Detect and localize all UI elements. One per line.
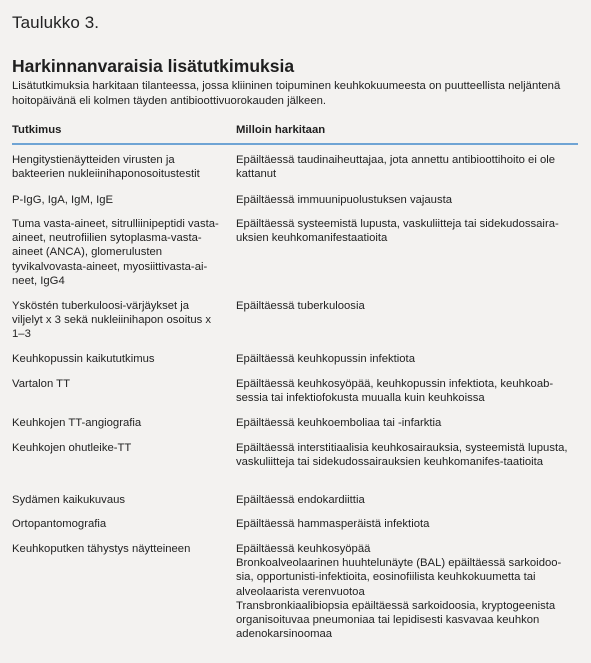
cell-when [236,352,576,366]
column-header-test: Tutkimus [12,124,62,136]
cell-test: P-IgG, IgA, IgM, IgE [12,194,114,206]
cell-when-line: Epäiltäessä taudinaiheuttajaa, jota annettu antibioottihoito ei ole kattanut [236,154,556,181]
cell-when [236,217,576,245]
column-header-when: Milloin harkitaan [236,124,326,136]
cell-when-line: Bronkoalveolaarinen huuhtelunäyte (BAL) epäiltäessä sarkoidoo-sia, opportunisti-infektioita, eosinofiilista keuhkokuumetta tai alveolaarista verenvuotoa [236,557,562,598]
table-caption: Lisätutkimuksia harkitaan tilanteessa, jossa kliininen toipuminen keuhkokuumeesta on puutteellista neljäntenä hoitopäivänä eli kolmen täyden antibioottivuorokauden jälkeen. [12,80,561,107]
cell-test: Ysköstén tuberkuloosi-värjäykset ja viljelyt x 3 sekä nukleiinihapon osoitus x 1–3 [12,300,212,341]
cell-when-line: Epäiltäessä systeemistä lupusta, vaskuliitteja tai sidekudossaira-uksien keuhkomanifestaatioita [236,218,559,245]
cell-when [236,441,576,469]
cell-test: Hengitystienäytteiden virusten ja bakteerien nukleiinihaponosoitustestit [12,154,200,181]
cell-test: Keuhkojen TT-angiografia [12,417,142,429]
cell-test: Vartalon TT [12,378,70,390]
cell-when-line: Epäiltäessä interstitiaalisia keuhkosairauksia, systeemistä lupusta, vaskuliitteja tai sidekudossairauksien keuhkomanifes-taatioita [236,442,568,469]
cell-test: Ortopantomografia [12,518,107,530]
cell-when [236,416,576,430]
cell-when [236,542,576,641]
cell-test: Sydämen kaikukuvaus [12,494,126,506]
cell-when-line: Epäiltäessä hammasperäistä infektiota [236,518,430,530]
cell-test: Keuhkoputken tähystys näytteineen [12,543,191,555]
cell-when-line: Epäiltäessä keuhkopussin infektiota [236,353,415,365]
cell-when-line: Epäiltäessä immuunipuolustuksen vajausta [236,194,453,206]
cell-when-line: Epäiltäessä endokardiittia [236,494,365,506]
table-header [12,124,578,144]
cell-when [236,517,576,531]
cell-when-line: Epäiltäessä keuhkosyöpää, keuhkopussin infektiota, keuhkoab-sessia tai infektiofokusta muualla kuin keuhkoissa [236,378,554,405]
cell-when [236,299,576,313]
table-title: Harkinnanvaraisia lisätutkimuksia [12,56,295,76]
cell-when-line: Epäiltäessä keuhkosyöpää [236,543,371,555]
cell-when [236,153,576,181]
cell-when [236,493,576,507]
cell-when-line: Transbronkiaalibiopsia epäiltäessä sarkoidoosia, kryptogeenista organisoituvaa pneumoniaa tai lepidisesti kasvavaa keuhkon adenokarsinoomaa [236,599,556,641]
cell-when-line: Epäiltäessä keuhkoemboliaa tai -infarktia [236,417,442,429]
header-divider [12,143,578,145]
table-number: Taulukko 3. [12,13,100,32]
cell-when [236,193,576,207]
cell-when [236,377,576,405]
cell-test: Tuma vasta-aineet, sitrulliinipeptidi vasta-aineet, neutrofiilien sytoplasma-vasta-aineet (ANCA), glomerulusten tyvikalvovasta-aineet, myosiittivasta-ai-neet, IgG4 [12,218,219,287]
cell-test: Keuhkopussin kaikututkimus [12,353,155,365]
cell-when-line: Epäiltäessä tuberkuloosia [236,300,365,312]
cell-test: Keuhkojen ohutleike-TT [12,442,132,454]
